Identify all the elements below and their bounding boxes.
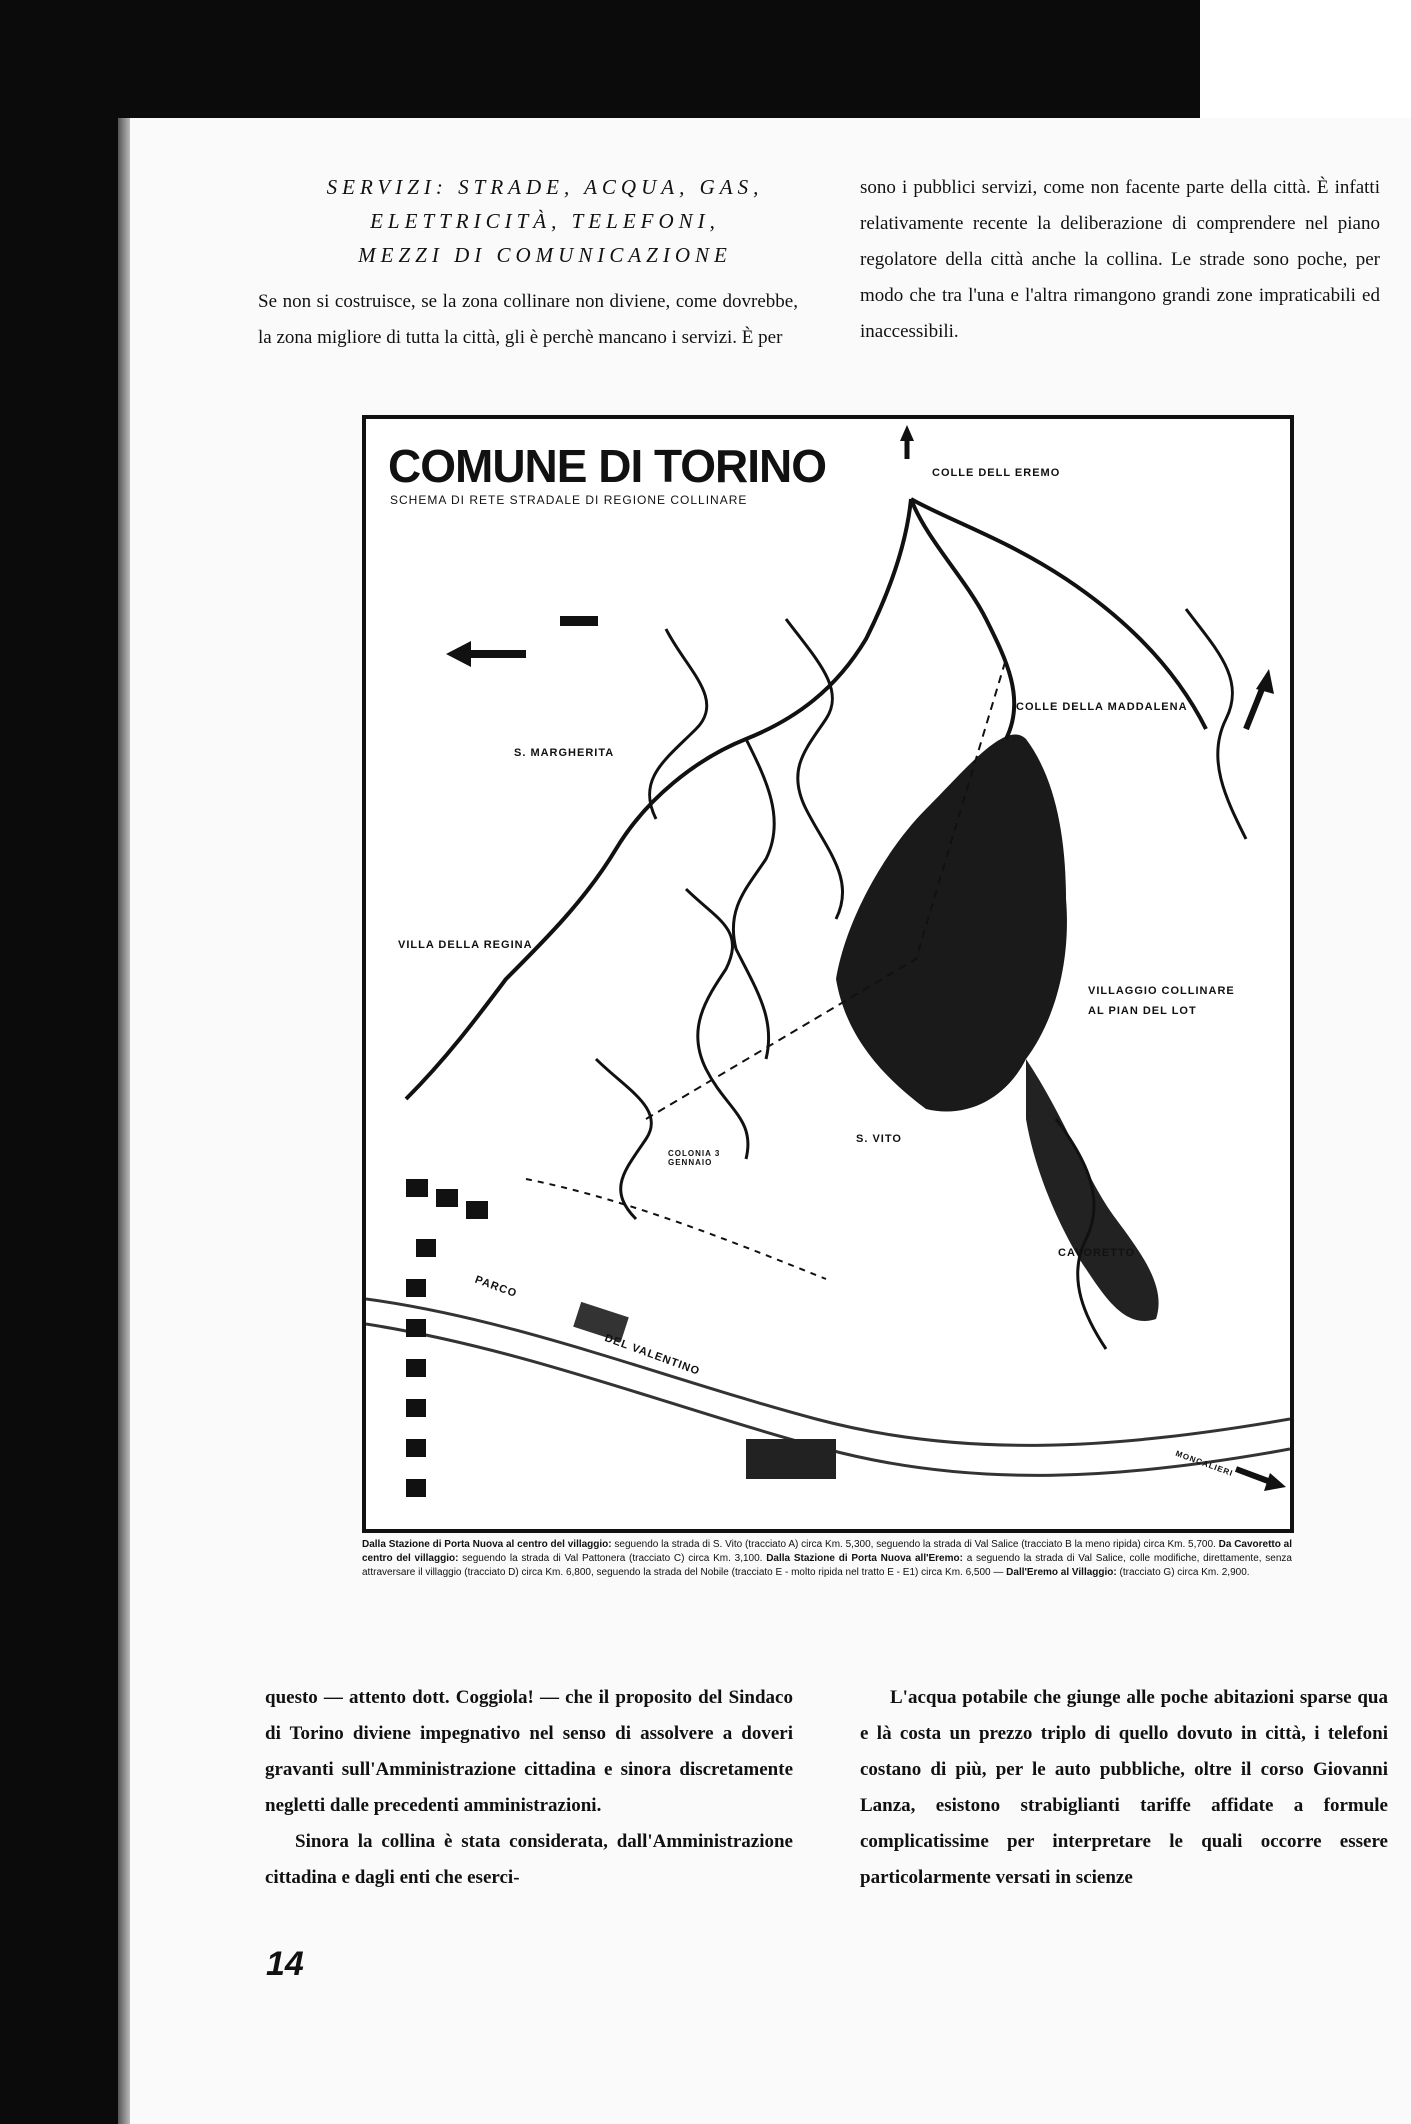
map-title: COMUNE DI TORINO bbox=[388, 440, 827, 492]
map-label-s-vito: S. VITO bbox=[856, 1133, 902, 1145]
map-label-colonia: COLONIA 3 GENNAIO bbox=[668, 1149, 721, 1167]
heading-line: ELETTRICITÀ, TELEFONI, bbox=[370, 209, 720, 233]
map-caption bbox=[362, 1538, 1292, 1580]
intro-left-paragraph: Se non si costruisce, se la zona collinare non diviene, come dovrebbe, la zona migliore di tutta la città, gli è perchè mancano i servizi. È per bbox=[258, 291, 798, 348]
map-label-parco: PARCO bbox=[473, 1273, 519, 1301]
scan-border-left bbox=[0, 118, 118, 2124]
intro-right-paragraph: sono i pubblici servizi, come non facente parte della città. È infatti relativamente recente la deliberazione di comprendere nel piano regolatore della città anche la collina. Le strade sono poche, per modo che tra l'una e l'altra rimangono grandi zone impraticabili ed inaccessibili. bbox=[860, 177, 1380, 342]
caption-text: a seguendo la strada di Val Salice, colle modifiche, direttamente, senza attraversare il villaggio (tracciato D) circa Km. 6,800, seguendo la strada del Nobile (tracciato E - molto ripida nel tratto E - E1) circa Km. 6,500 — bbox=[362, 1553, 1292, 1578]
heading-line: MEZZI DI COMUNICAZIONE bbox=[358, 243, 732, 267]
page-fold-shadow bbox=[118, 118, 130, 2124]
scan-border-top-gap bbox=[1200, 0, 1411, 118]
map-label-colle-maddalena: COLLE DELLA MADDALENA bbox=[1016, 701, 1188, 713]
caption-bold: Da Cavoretto al centro del villaggio: bbox=[362, 1539, 1293, 1564]
caption-text: (tracciato G) circa Km. 2,900. bbox=[1116, 1567, 1250, 1578]
map-label-valentino: DEL VALENTINO bbox=[602, 1332, 702, 1378]
caption-text: seguendo la strada di Val Pattonera (tracciato C) circa Km. 3,100. bbox=[458, 1553, 763, 1564]
caption-bold: Dalla Stazione di Porta Nuova all'Eremo: bbox=[762, 1553, 963, 1564]
map-label-s-margherita: S. MARGHERITA bbox=[514, 747, 615, 759]
map-label-colle-eremo: COLLE DELL EREMO bbox=[932, 467, 1061, 479]
caption-bold: Dall'Eremo al Villaggio: bbox=[1003, 1567, 1117, 1578]
section-heading bbox=[290, 170, 800, 272]
map-label-villa-regina: VILLA DELLA REGINA bbox=[398, 939, 533, 951]
map-label-pian-del-lot: AL PIAN DEL LOT bbox=[1088, 1005, 1197, 1017]
body-right-column bbox=[860, 1680, 1388, 1896]
body-paragraph: L'acqua potabile che giunge alle poche abitazioni sparse qua e là costa un prezzo triplo di quello dovuto in città, i telefoni costano di più, per le auto pubbliche, oltre il corso Giovanni Lanza, esistono strabiglianti tariffe affidate a formule complicatissime per interpretare le quali occorre essere particolarmente versati in scienze bbox=[860, 1687, 1388, 1888]
road-network-map bbox=[362, 415, 1294, 1533]
body-paragraph: Sinora la collina è stata considerata, dall'Amministrazione cittadina e dagli enti che eserci- bbox=[265, 1831, 793, 1888]
caption-text: seguendo la strada di S. Vito (tracciato A) circa Km. 5,300, seguendo la strada di Val Salice (tracciato B la meno ripida) circa Km. 5,700. bbox=[611, 1539, 1216, 1550]
map-label-cavoretto: CAVORETTO bbox=[1058, 1247, 1136, 1259]
map-drawing bbox=[366, 419, 1290, 1529]
body-paragraph: questo — attento dott. Coggiola! — che il proposito del Sindaco di Torino diviene impegnativo nel senso di assolvere a doveri gravanti sull'Amministrazione cittadina e sinora discretamente negletti dalle precedenti amministrazioni. bbox=[265, 1687, 793, 1816]
body-left-column bbox=[265, 1680, 793, 1896]
map-subtitle: SCHEMA DI RETE STRADALE DI REGIONE COLLINARE bbox=[390, 493, 748, 507]
intro-left-column bbox=[258, 284, 798, 356]
caption-bold: Dalla Stazione di Porta Nuova al centro del villaggio: bbox=[362, 1539, 612, 1550]
map-label-moncalieri: MONCALIERI bbox=[1174, 1448, 1235, 1479]
heading-line: SERVIZI: STRADE, ACQUA, GAS, bbox=[326, 175, 764, 199]
intro-right-column bbox=[860, 170, 1380, 350]
map-label-villaggio-collinare: VILLAGGIO COLLINARE bbox=[1088, 985, 1235, 997]
page-number: 14 bbox=[266, 1945, 304, 1983]
